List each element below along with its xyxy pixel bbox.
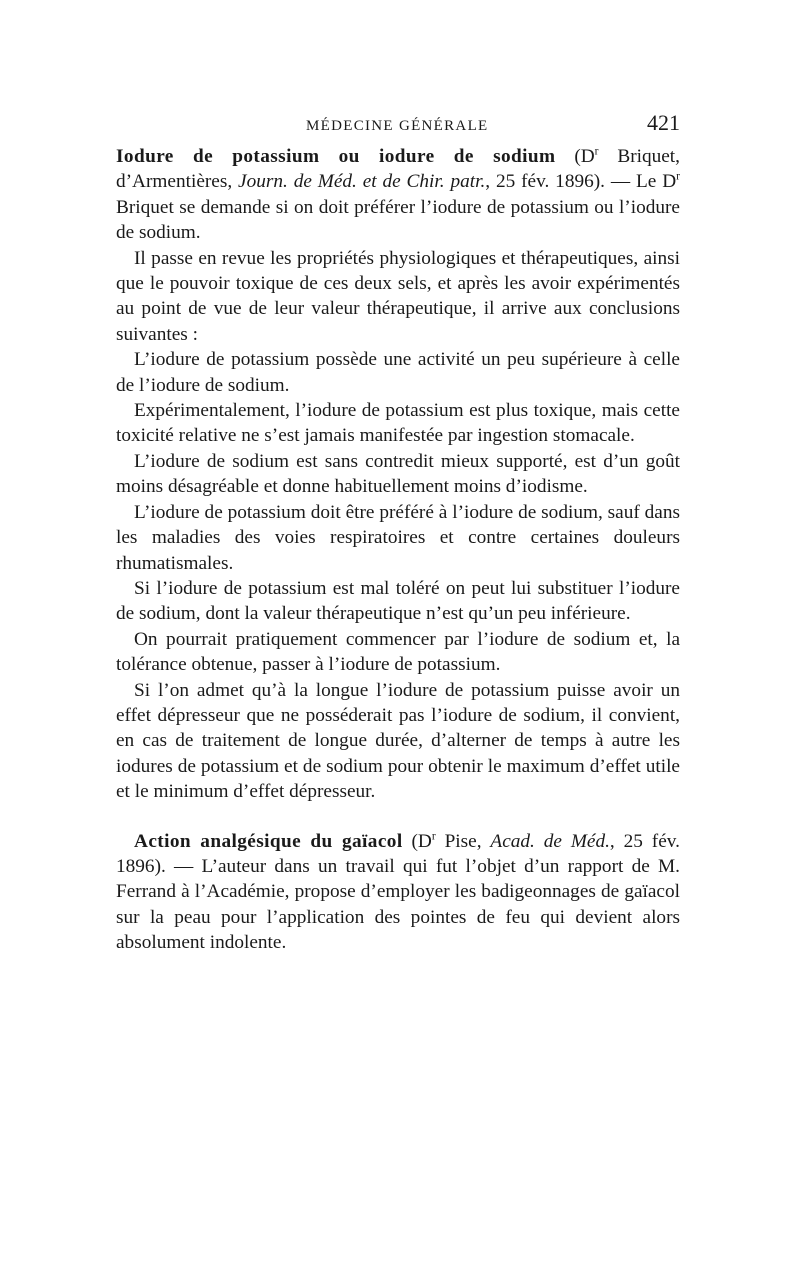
- journal-reference: Journ. de Méd. et de Chir. patr.: [238, 171, 486, 193]
- paragraph: Expérimentalement, l’iodure de potassium est plus toxique, mais cette toxicité relative ne s’est jamais manifestée par ingestion stomacale.: [116, 400, 680, 447]
- section-gap: [116, 805, 680, 829]
- paragraph: Si l’iodure de potassium est mal toléré on peut lui substituer l’iodure de sodium, dont la valeur thérapeutique n’est qu’un peu inférieure.: [116, 577, 680, 625]
- page-number: 421: [647, 110, 680, 135]
- intro-text: Briquet se demande si on doit préférer l’iodure de potassium ou l’iodure de sodium.: [116, 196, 680, 244]
- author-name: Pise,: [435, 830, 491, 852]
- article-body: , 25 fév. 1896). — L’auteur dans un travail qui fut l’objet d’un rapport de M. Ferrand à l’Académie, propose d’employer les badigeonnages de gaïacol sur la peau pour l’application des pointes de feu qui devient alors absolument indolente.: [116, 830, 680, 954]
- author-prefix: (D: [574, 146, 595, 167]
- paragraph: Si l’on admet qu’à la longue l’iodure de potassium puisse avoir un effet dépresseur que ne posséderait pas l’iodure de sodium, il convient, en cas de traitement de longue durée, d’alterner de temps à autre les iodures de potassium et de sodium pour obtenir le maximum d’effet utile et le minimum d’effet dépresseur.: [116, 679, 680, 803]
- author-name: Briquet, d’Armentières,: [116, 146, 680, 193]
- paragraph: L’iodure de potassium doit être préféré à l’iodure de sodium, sauf dans les maladies des voies respiratoires et contre certaines douleurs rhumatismales.: [116, 501, 680, 574]
- paragraph: L’iodure de sodium est sans contredit mieux supporté, est d’un goût moins désagréable et donne habituellement moins d’iodisme.: [116, 450, 680, 498]
- author-sup: r: [431, 829, 436, 843]
- paragraph: Il passe en revue les propriétés physiologiques et thérapeutiques, ainsi que le pouvoir toxique de ces deux sels, et après les avoir expérimentés au point de vue de leur valeur thérapeutique, il arrive aux conclusions suivantes :: [116, 247, 680, 345]
- author-prefix: (D: [402, 830, 432, 852]
- intro-prefix: — Le D: [604, 171, 677, 193]
- page-header: [116, 108, 680, 144]
- author-sup: r: [594, 144, 599, 158]
- paragraph: L’iodure de potassium possède une activité un peu supérieure à celle de l’iodure de sodium.: [116, 349, 680, 396]
- article-iodure-intro: [116, 144, 680, 246]
- book-page: [116, 108, 680, 956]
- article-gaiacol: [116, 829, 680, 956]
- journal-reference: Acad. de Méd.: [490, 830, 610, 852]
- article-gaiacol-title: Action analgésique du gaïacol: [134, 830, 403, 852]
- article-iodure-title: Iodure de potassium ou iodure de sodium: [116, 146, 556, 167]
- article-date: , 25 fév. 1896).: [485, 171, 605, 193]
- intro-sup: r: [676, 169, 680, 183]
- running-head: MÉDECINE GÉNÉRALE: [306, 118, 489, 134]
- paragraph: On pourrait pratiquement commencer par l’iodure de sodium et, la tolérance obtenue, passer à l’iodure de potassium.: [116, 628, 680, 676]
